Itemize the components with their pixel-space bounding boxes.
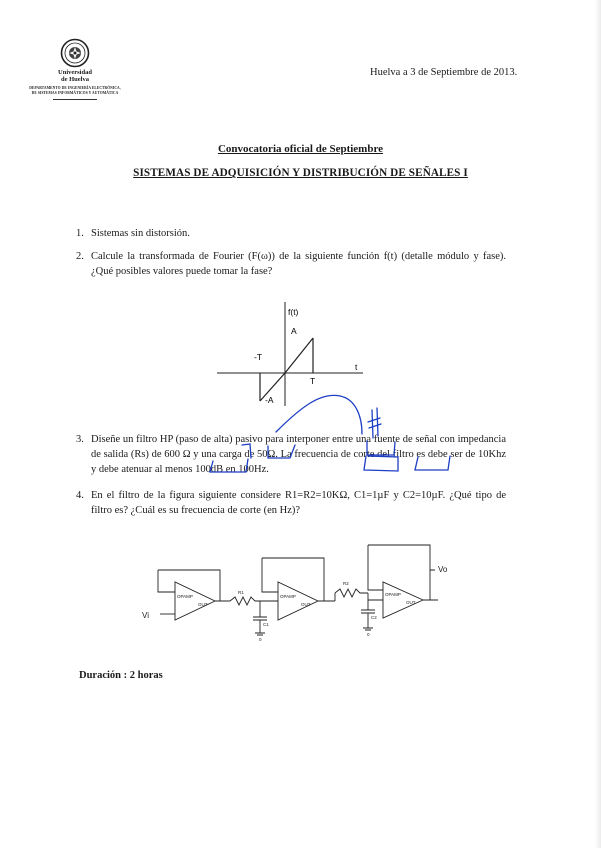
node-2-wire [368, 593, 383, 600]
handwritten-not-equal-mark [368, 408, 381, 438]
handwritten-symbol: ≠ [372, 428, 373, 429]
question-number: 1. [76, 228, 84, 239]
scan-edge-shadow [595, 0, 601, 848]
resistor-r2 [335, 589, 368, 597]
opamp-3-out-label: OUT [406, 600, 416, 605]
circuit-diagram [140, 540, 470, 650]
r1-label: R1 [238, 590, 244, 595]
call-title: Convocatoria oficial de Septiembre [217, 143, 384, 155]
waveform-amplitude-negative: -A [265, 395, 274, 405]
waveform-time-label: t [355, 362, 358, 372]
question-text: Diseñe un filtro HP (paso de alta) pasivo para interponer entre una fuente de señal con impedancia de salida (Rs) de 600 Ω y una carga de 50Ω. La frecuencia de corte del filtro es debe ser de 10Khz y debe atenuar al menos 100dB en 100Hz. [91, 434, 506, 475]
capacitor-c1 [253, 601, 267, 635]
question-number: 3. [76, 434, 84, 445]
r2-label: R2 [343, 581, 349, 586]
handwritten-box-100db [364, 456, 398, 471]
handwritten-bracket-rs [242, 444, 251, 458]
waveform-amplitude-positive: A [291, 326, 297, 336]
ground-2-label: 0 [367, 632, 370, 637]
question-text: Calcule la transformada de Fourier (F(ω)) de la siguiente función f(t) (detalle módulo y fase). ¿Qué posibles valores puede tomar la fase? [91, 251, 506, 277]
opamp-2-out-label: OUT [301, 602, 311, 607]
course-title: SISTEMAS DE ADQUISICIÓN Y DISTRIBUCIÓN DE SEÑALES I [133, 167, 468, 179]
opamp-1-out-label: OUT [198, 602, 208, 607]
c1-label: C1 [263, 622, 269, 627]
c2-label: C2 [371, 615, 377, 620]
handwritten-arc [276, 395, 362, 434]
opamp-2 [278, 582, 318, 620]
handwritten-box-10khz [210, 459, 248, 472]
question-text: Sistemas sin distorsión. [91, 228, 190, 239]
handwritten-box-600 [268, 445, 295, 458]
question-number: 4. [76, 490, 84, 501]
department-name: DEPARTAMENTO DE INGENIERÍA ELECTRÓNICA, DE SISTEMAS INFORMÁTICOS Y AUTOMÁTICA [29, 86, 121, 95]
opamp-3-label: OPAMP [385, 592, 401, 597]
opamp-2-label: OPAMP [280, 594, 296, 599]
handwritten-box-50 [367, 441, 395, 455]
vo-label: Vo [438, 565, 448, 574]
waveform-period-positive: T [310, 376, 316, 386]
university-name: Universidad de Huelva [58, 69, 92, 83]
opamp-1-feedback-wire [158, 570, 230, 601]
exam-duration: Duración : 2 horas [79, 670, 163, 681]
opamp-1-label: OPAMP [177, 594, 193, 599]
waveform-period-negative: -T [254, 352, 263, 362]
question-number: 2. [76, 251, 84, 262]
resistor-r1 [230, 597, 260, 605]
waveform-axis-label: f(t) [288, 307, 299, 317]
opamp-1 [175, 582, 215, 620]
vi-label: Vi [142, 611, 149, 620]
question-text: En el filtro de la figura siguiente considere R1=R2=10KΩ, C1=1µF y C2=10µF. ¿Qué tipo de filtro es? ¿Cuál es su frecuencia de corte (en Hz)? [91, 490, 506, 516]
opamp-2-feedback-wire [262, 558, 335, 601]
handwritten-box-100hz [415, 456, 450, 470]
exam-date: Huelva a 3 de Septiembre de 2013. [370, 67, 518, 78]
opamp-3-feedback-wire [368, 545, 438, 600]
opamp-3 [383, 582, 423, 618]
ground-1-label: 0 [259, 637, 262, 642]
